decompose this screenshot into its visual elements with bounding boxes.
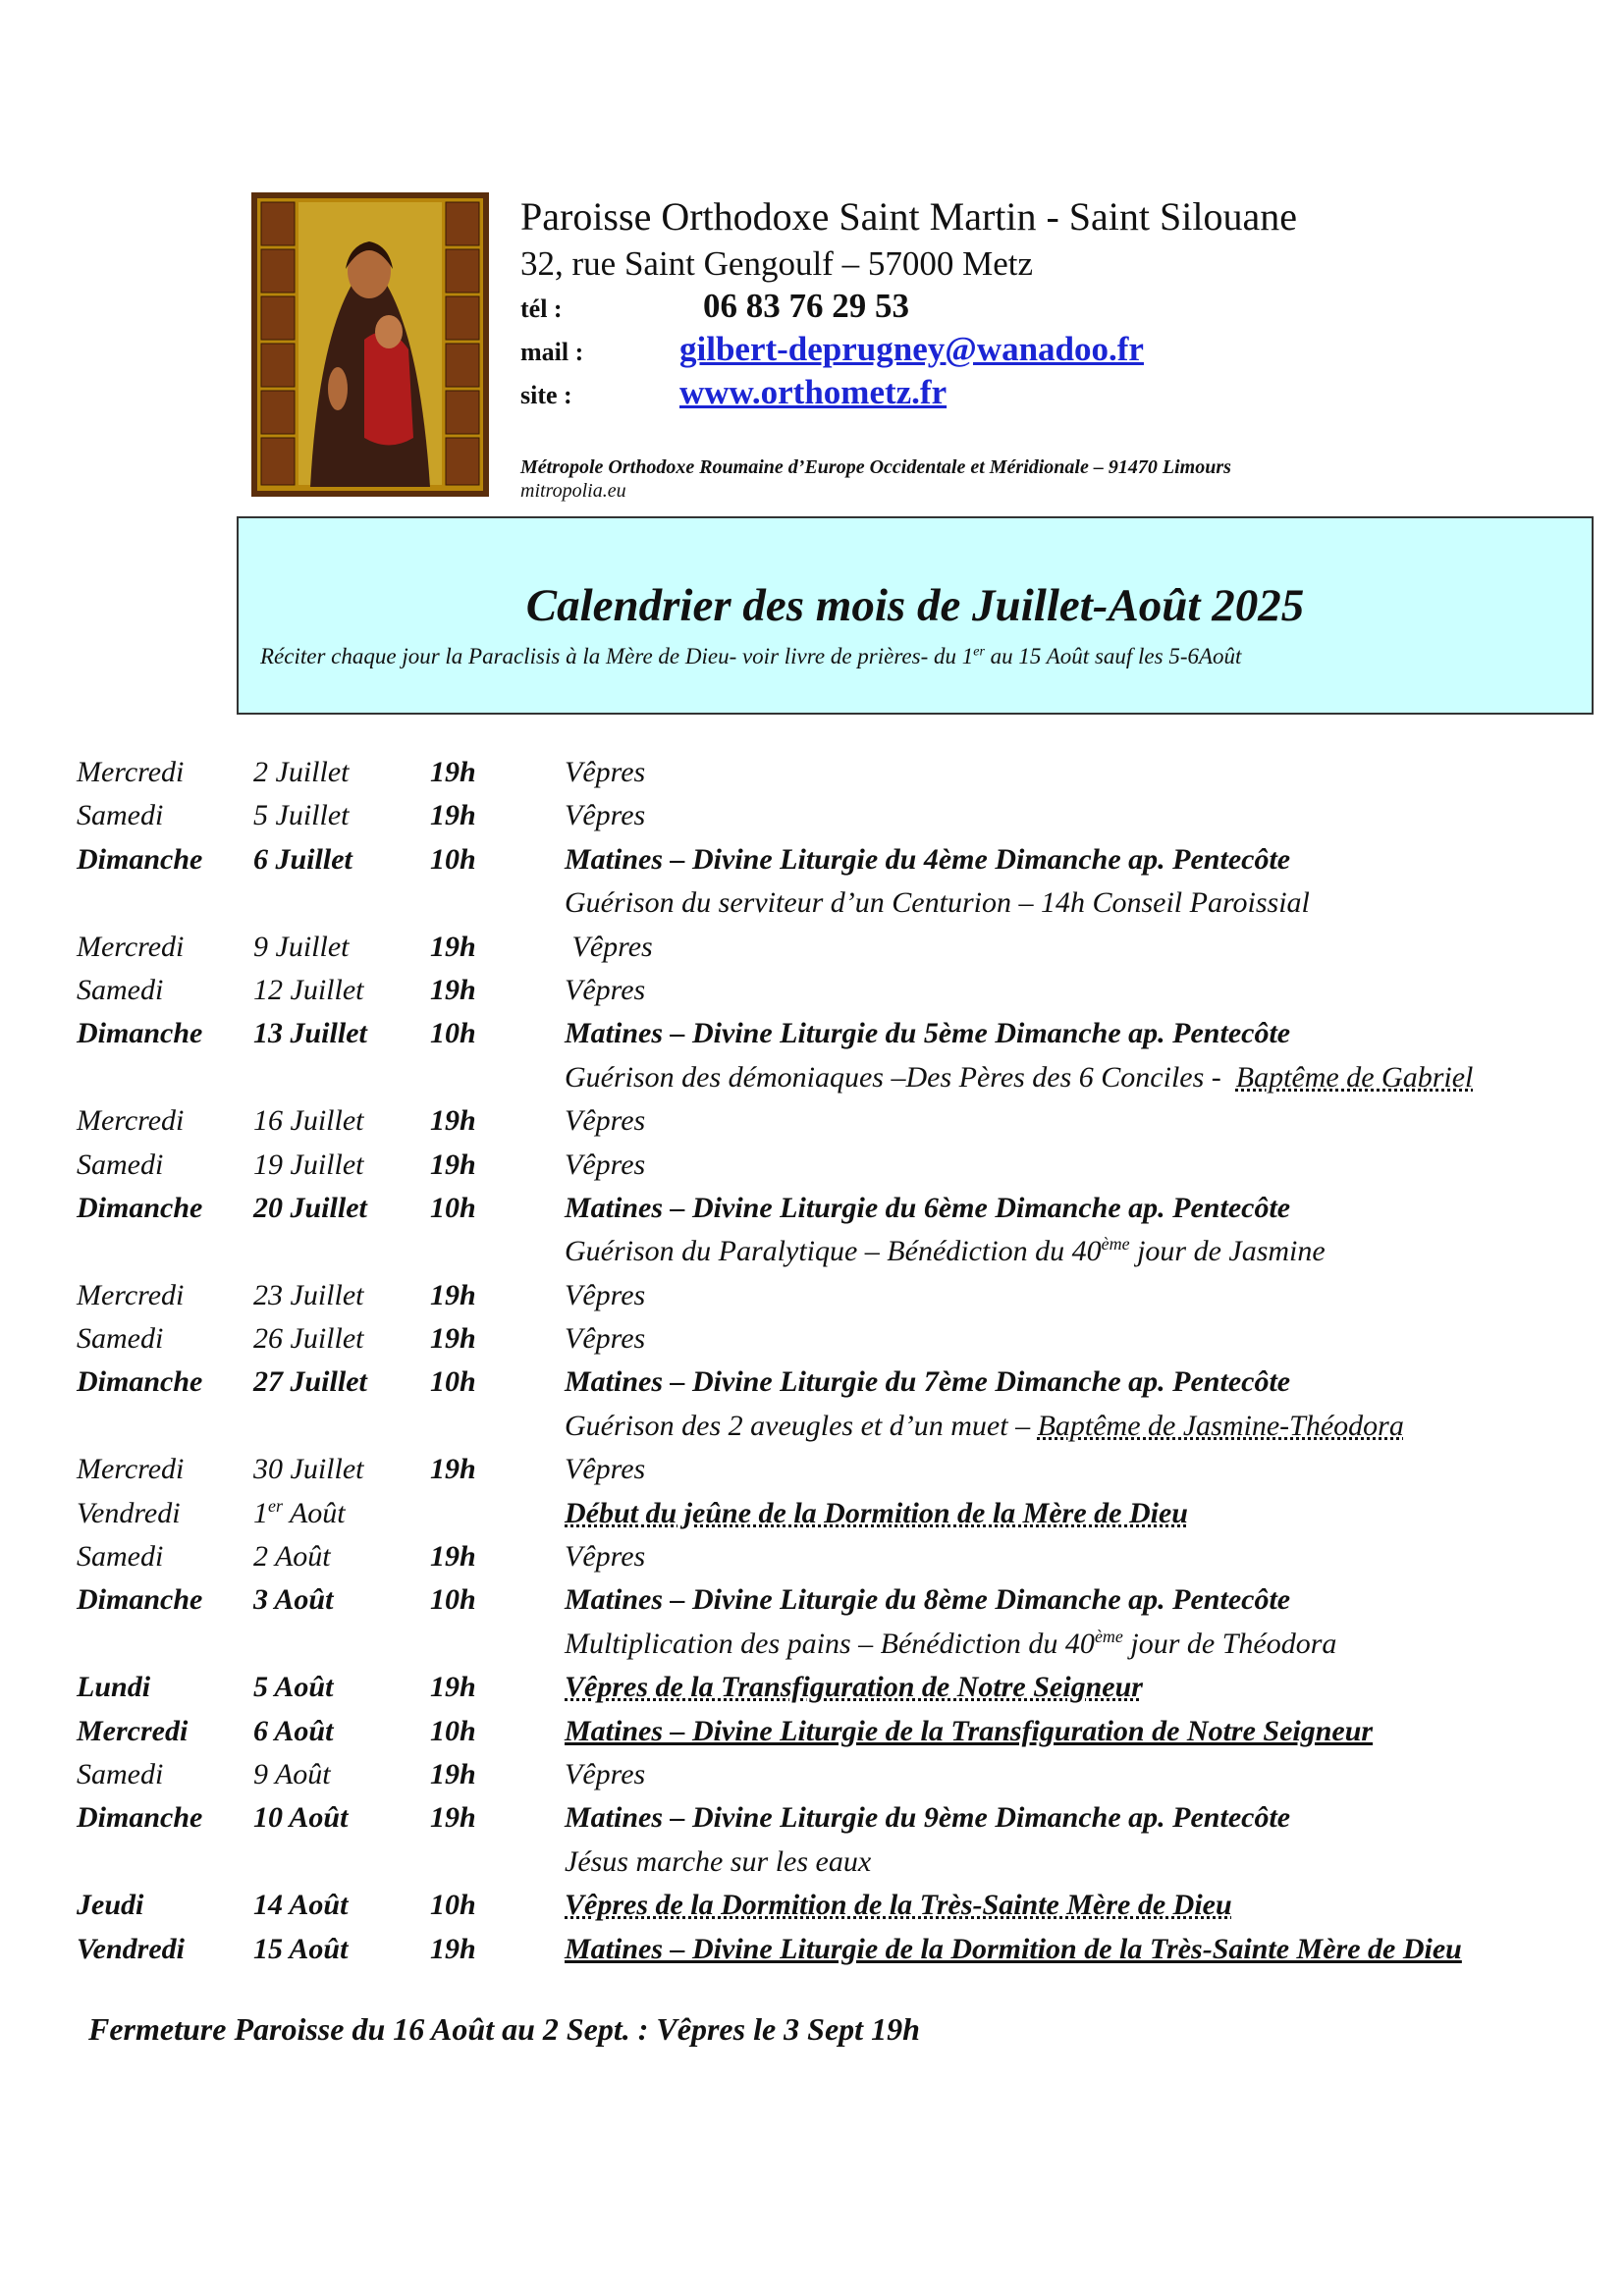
row-event-detail-highlight: Baptême de Jasmine-Théodora: [1037, 1409, 1404, 1442]
row-time: 19h: [430, 1148, 476, 1181]
schedule-row: [77, 794, 1608, 837]
schedule-row: [77, 751, 1608, 794]
row-event: Vêpres: [565, 1322, 646, 1356]
row-day: Mercredi: [77, 1278, 185, 1311]
schedule-row: [77, 1796, 1608, 1840]
row-time: 19h: [430, 1671, 476, 1704]
row-time: 10h: [430, 1365, 476, 1399]
site-label: site :: [520, 381, 572, 409]
row-day: Mercredi: [77, 930, 185, 963]
row-event: Vêpres: [565, 930, 653, 963]
row-event: Matines – Divine Liturgie du 6ème Dimanche ap. Pentecôte: [565, 1191, 1291, 1224]
row-day: Dimanche: [77, 1801, 203, 1835]
row-time: 19h: [430, 1453, 476, 1486]
row-time: 19h: [430, 1104, 476, 1138]
row-date: 9 Août: [253, 1757, 331, 1790]
row-event-detail: [565, 1230, 1326, 1273]
schedule-row: [77, 1578, 1608, 1622]
row-event: Début du jeûne de la Dormition de la Mère de Dieu: [565, 1496, 1188, 1529]
row-time: 19h: [430, 1757, 476, 1790]
row-day: Samedi: [77, 973, 164, 1006]
row-date: 3 Août: [253, 1583, 334, 1617]
schedule-row: [77, 926, 1608, 969]
schedule-row: [77, 1535, 1608, 1578]
calendar-note-sup: er: [973, 644, 985, 660]
row-date: 27 Juillet: [253, 1365, 367, 1399]
row-event: Vêpres: [565, 1148, 646, 1181]
tel-row: [520, 287, 1542, 330]
schedule-row: [77, 1666, 1608, 1709]
row-event: Matines – Divine Liturgie du 9ème Dimanche ap. Pentecôte: [565, 1801, 1291, 1835]
row-day: Vendredi: [77, 1496, 181, 1529]
row-time: 19h: [430, 1322, 476, 1356]
row-event: Vêpres: [565, 756, 646, 788]
row-time: 19h: [430, 756, 476, 788]
row-event-detail-text: Guérison des démoniaques –Des Pères des 6 Conciles -: [565, 1060, 1236, 1094]
row-date: 14 Août: [253, 1889, 349, 1922]
row-time: 10h: [430, 1889, 476, 1922]
calendar-note-part2: au 15 Août sauf les 5-6Août: [984, 644, 1242, 668]
row-day: Mercredi: [77, 1104, 185, 1138]
closing-notice: Fermeture Paroisse du 16 Août au 2 Sept. : Vêpres le 3 Sept 19h: [88, 2011, 920, 2047]
row-event: Matines – Divine Liturgie du 4ème Dimanche ap. Pentecôte: [565, 842, 1291, 876]
schedule-row: [77, 1274, 1608, 1317]
row-event-detail-sup: ème: [1101, 1234, 1130, 1255]
schedule-row: [77, 1144, 1608, 1187]
row-event-detail: Guérison du serviteur d’un Centurion – 14h Conseil Paroissial: [565, 886, 1310, 920]
row-date: 2 Juillet: [253, 756, 350, 788]
schedule-row: [77, 1012, 1608, 1055]
schedule-row-detail: [77, 1405, 1608, 1448]
site-row: [520, 373, 1542, 416]
schedule-list: [77, 751, 1608, 1971]
row-day: Dimanche: [77, 842, 203, 876]
row-event: Matines – Divine Liturgie de la Transfiguration de Notre Seigneur: [565, 1714, 1374, 1747]
schedule-row: [77, 838, 1608, 881]
row-date: 15 Août: [253, 1932, 349, 1965]
schedule-row: [77, 1710, 1608, 1753]
row-event-detail-sup: ème: [1094, 1626, 1123, 1646]
row-date: 23 Juillet: [253, 1278, 364, 1311]
row-time: 19h: [430, 1278, 476, 1311]
row-date: 13 Juillet: [253, 1017, 367, 1050]
row-time: 10h: [430, 1191, 476, 1224]
row-event-detail-text: Multiplication des pains – Bénédiction du 40: [565, 1627, 1095, 1660]
row-event-detail-text: jour de Théodora: [1122, 1627, 1337, 1660]
schedule-row: [77, 1317, 1608, 1361]
row-event: Vêpres: [565, 1757, 646, 1790]
row-event-detail: Jésus marche sur les eaux: [565, 1844, 872, 1878]
row-event-detail: [565, 1405, 1404, 1448]
calendar-note-part1: Réciter chaque jour la Paraclisis à la Mère de Dieu- voir livre de prières- du 1: [260, 644, 974, 668]
schedule-row-detail: [77, 1230, 1608, 1273]
row-day: Samedi: [77, 1322, 164, 1356]
schedule-row: [77, 1492, 1608, 1535]
schedule-row-detail: [77, 1841, 1608, 1884]
row-day: Dimanche: [77, 1191, 203, 1224]
icon-madonna-image: [251, 192, 489, 497]
row-date: 26 Juillet: [253, 1322, 364, 1356]
parish-name: Paroisse Orthodoxe Saint Martin - Saint Silouane: [520, 194, 1298, 239]
row-date-num: 1: [253, 1496, 268, 1529]
row-time: 19h: [430, 973, 476, 1006]
row-day: Samedi: [77, 799, 164, 832]
row-time: 19h: [430, 1932, 476, 1965]
row-event: Matines – Divine Liturgie du 8ème Dimanche ap. Pentecôte: [565, 1583, 1291, 1617]
row-day: Samedi: [77, 1757, 164, 1790]
site-link[interactable]: www.orthometz.fr: [679, 373, 947, 411]
row-date: 20 Juillet: [253, 1191, 367, 1224]
schedule-row: [77, 1361, 1608, 1404]
row-event: Vêpres: [565, 799, 646, 832]
row-time: 19h: [430, 1801, 476, 1835]
row-date-sup: er: [268, 1495, 283, 1516]
row-event: Vêpres: [565, 1104, 646, 1138]
schedule-row: [77, 1187, 1608, 1230]
row-day: Mercredi: [77, 1714, 189, 1747]
row-day: Samedi: [77, 1540, 164, 1574]
calendar-title: Calendrier des mois de Juillet-Août 2025: [525, 580, 1305, 631]
mail-row: [520, 330, 1542, 373]
row-date: [253, 1492, 346, 1535]
row-event: Vêpres: [565, 1278, 646, 1311]
row-date: 12 Juillet: [253, 973, 364, 1006]
row-time: 19h: [430, 1540, 476, 1574]
schedule-row: [77, 1448, 1608, 1491]
row-event: Vêpres: [565, 1453, 646, 1486]
row-date: 19 Juillet: [253, 1148, 364, 1181]
row-day: Mercredi: [77, 1453, 185, 1486]
row-date: 5 Juillet: [253, 799, 350, 832]
metropole-line: Métropole Orthodoxe Roumaine d’Europe Occidentale et Méridionale – 91470 Limours: [520, 456, 1231, 478]
row-date: 16 Juillet: [253, 1104, 364, 1138]
row-date: 10 Août: [253, 1801, 349, 1835]
row-event: Vêpres de la Dormition de la Très-Sainte Mère de Dieu: [565, 1889, 1232, 1922]
row-day: Dimanche: [77, 1365, 203, 1399]
row-event-detail: [565, 1056, 1473, 1099]
row-day: Mercredi: [77, 756, 185, 788]
row-event: Vêpres: [565, 1540, 646, 1574]
schedule-row-detail: [77, 881, 1608, 925]
row-date: 30 Juillet: [253, 1453, 364, 1486]
row-date: 2 Août: [253, 1540, 331, 1574]
calendar-title-box: [237, 516, 1594, 715]
mail-label: mail :: [520, 338, 584, 366]
parish-header: [520, 192, 1542, 503]
row-date: 9 Juillet: [253, 930, 350, 963]
schedule-row-detail: [77, 1623, 1608, 1666]
row-date: 5 Août: [253, 1671, 334, 1704]
row-day: Dimanche: [77, 1583, 203, 1617]
row-time: 19h: [430, 799, 476, 832]
row-date: 6 Juillet: [253, 842, 352, 876]
row-day: Jeudi: [77, 1889, 144, 1922]
metropole-site: mitropolia.eu: [520, 480, 626, 502]
row-day: Lundi: [77, 1671, 151, 1704]
row-time: 10h: [430, 1583, 476, 1617]
row-event: Matines – Divine Liturgie du 5ème Dimanche ap. Pentecôte: [565, 1017, 1291, 1050]
parish-address: 32, rue Saint Gengoulf – 57000 Metz: [520, 244, 1033, 283]
row-date-rest: Août: [283, 1496, 346, 1529]
row-time: 19h: [430, 930, 476, 963]
schedule-row: [77, 969, 1608, 1012]
tel-label: tél :: [520, 294, 563, 323]
schedule-row: [77, 1928, 1608, 1971]
calendar-note: [260, 644, 1241, 669]
schedule-row: [77, 1099, 1608, 1143]
row-day: Dimanche: [77, 1017, 203, 1050]
mail-link[interactable]: gilbert-deprugney@wanadoo.fr: [679, 330, 1144, 368]
row-event-detail-highlight: Baptême de Gabriel: [1235, 1060, 1474, 1094]
row-event: Matines – Divine Liturgie du 7ème Dimanche ap. Pentecôte: [565, 1365, 1291, 1399]
row-event: Vêpres de la Transfiguration de Notre Seigneur: [565, 1671, 1143, 1704]
row-event-detail-text: Guérison du Paralytique – Bénédiction du 40: [565, 1235, 1102, 1268]
schedule-row-detail: [77, 1056, 1608, 1099]
row-time: 10h: [430, 1714, 476, 1747]
row-time: 10h: [430, 1017, 476, 1050]
row-event-detail-text: Guérison des 2 aveugles et d’un muet –: [565, 1409, 1038, 1442]
row-event: Vêpres: [565, 973, 646, 1006]
row-day: Samedi: [77, 1148, 164, 1181]
row-event: Matines – Divine Liturgie de la Dormition de la Très-Sainte Mère de Dieu: [565, 1932, 1462, 1965]
row-date: 6 Août: [253, 1714, 334, 1747]
row-time: 10h: [430, 842, 476, 876]
row-day: Vendredi: [77, 1932, 186, 1965]
row-event-detail-text: jour de Jasmine: [1129, 1235, 1326, 1268]
row-event-detail: [565, 1623, 1336, 1666]
schedule-row: [77, 1884, 1608, 1927]
tel-value: 06 83 76 29 53: [703, 287, 909, 325]
schedule-row: [77, 1753, 1608, 1796]
